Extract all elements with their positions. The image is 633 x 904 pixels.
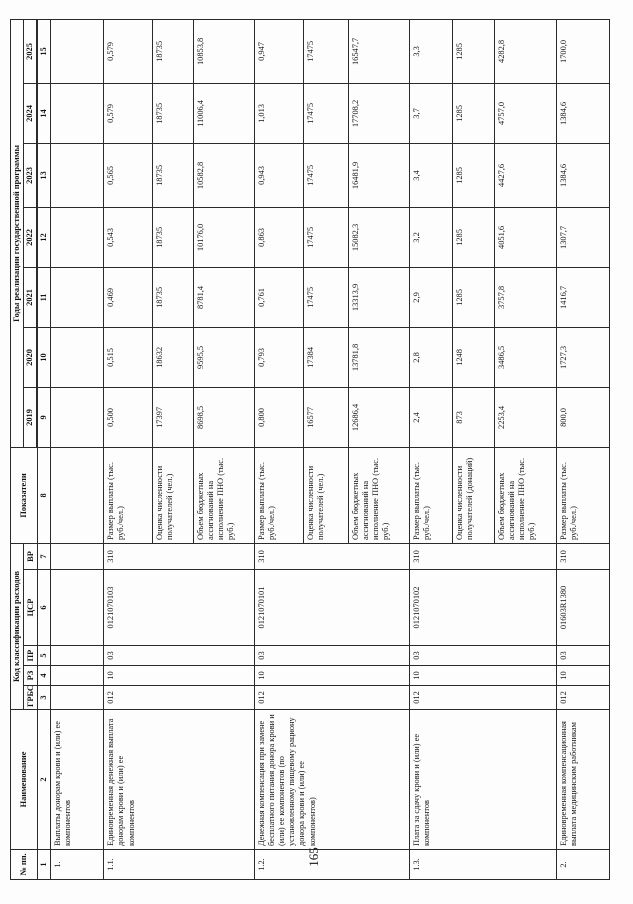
row-num: 2.	[556, 850, 609, 880]
value-cell: 0,579	[104, 19, 153, 83]
row-vr: 310	[255, 543, 410, 569]
row-rz: 10	[556, 666, 609, 686]
value-cell: 1285	[452, 19, 494, 83]
value-cell: 3,4	[410, 143, 452, 207]
value-cell: 1285	[452, 143, 494, 207]
value-cell: 1416,7	[556, 267, 609, 327]
value-cell: 18735	[153, 267, 193, 327]
value-cell: 10853,8	[193, 19, 255, 83]
header-code-group: Код классификации расходов	[11, 543, 24, 709]
value-cell: 18735	[153, 19, 193, 83]
row-grbs: 012	[410, 686, 557, 710]
row-csr: 0121070103	[104, 570, 255, 646]
indicator-label: Объем бюджетных ассигнований на исполнение ПНО (тыс. руб.)	[193, 447, 255, 543]
row-pr: 03	[556, 646, 609, 666]
value-cell: 4282,8	[495, 19, 557, 83]
value-cell: 0,863	[255, 207, 304, 267]
header-year: 2021	[24, 267, 37, 327]
value-cell: 0,943	[255, 143, 304, 207]
value-cell: 11006,4	[193, 83, 255, 143]
row-grbs: 012	[255, 686, 410, 710]
value-cell: 0,793	[255, 327, 304, 387]
header-csr: ЦСР	[24, 570, 38, 646]
value-cell: 9595,5	[193, 327, 255, 387]
program-table	[10, 19, 610, 880]
row-rz: 10	[255, 666, 410, 686]
header-year: 2023	[24, 143, 37, 207]
value-cell: 4051,6	[495, 207, 557, 267]
value-cell: 0,761	[255, 267, 304, 327]
value-cell: 873	[452, 387, 494, 447]
row-num: 1.2.	[255, 850, 410, 880]
value-cell: 3,3	[410, 19, 452, 83]
value-cell: 17475	[304, 267, 349, 327]
value-cell: 18735	[153, 143, 193, 207]
value-cell: 0,800	[255, 387, 304, 447]
indicator-label: Объем бюджетных ассигнований на исполнение ПНО (тыс. руб.)	[348, 447, 410, 543]
indicator-label: Оценка численности получателей (донаций)	[452, 447, 494, 543]
value-cell: 13313,9	[348, 267, 410, 327]
colnum: 4	[38, 666, 51, 686]
colnum: 5	[38, 646, 51, 666]
value-cell: 17708,2	[348, 83, 410, 143]
value-cell: 0,579	[104, 83, 153, 143]
value-cell: 2253,4	[495, 387, 557, 447]
colnum: 10	[38, 327, 51, 387]
value-cell: 16547,7	[348, 19, 410, 83]
indicator-label: Размер выплаты (тыс. руб./чел.)	[104, 447, 153, 543]
page-number: 165	[306, 847, 321, 867]
value-cell: 800,0	[556, 387, 609, 447]
header-vr: ВР	[24, 543, 38, 569]
value-cell: 18632	[153, 327, 193, 387]
header-years-group: Годы реализации государственной программы	[11, 19, 24, 447]
value-cell: 4427,6	[495, 143, 557, 207]
value-cell: 17475	[304, 143, 349, 207]
table-row	[255, 19, 304, 879]
row-csr: 01603R1380	[556, 570, 609, 646]
row-name: Единовременная денежная выплата донорам крови и (или) ее компонентов	[104, 710, 255, 850]
value-cell: 17397	[153, 387, 193, 447]
value-cell: 10176,0	[193, 207, 255, 267]
header-indicators: Показатели	[11, 447, 38, 543]
value-cell: 8698,5	[193, 387, 255, 447]
colnum: 1	[38, 850, 51, 880]
row-pr: 03	[104, 646, 255, 666]
row-vr: 310	[556, 543, 609, 569]
row-csr: 0121070102	[410, 570, 557, 646]
colnum: 11	[38, 267, 51, 327]
value-cell: 12686,4	[348, 387, 410, 447]
row-pr: 03	[410, 646, 557, 666]
value-cell: 3,7	[410, 83, 452, 143]
value-cell: 18735	[153, 83, 193, 143]
colnum: 8	[38, 447, 51, 543]
value-cell: 8781,4	[193, 267, 255, 327]
header-num: № пп.	[11, 850, 38, 880]
value-cell: 17475	[304, 207, 349, 267]
value-cell: 10582,8	[193, 143, 255, 207]
value-cell: 1,013	[255, 83, 304, 143]
indicator-label: Объем бюджетных ассигнований на исполнение ПНО (тыс. руб.)	[495, 447, 557, 543]
indicator-label: Размер выплаты (тыс. руб./чел.)	[410, 447, 452, 543]
row-name: Денежная компенсация при замене бесплатного питания донора крови и (или) ее компонентов (по установленному пищевому рациону донора крови и (или) ее компонентов)	[255, 710, 410, 850]
value-cell: 15082,3	[348, 207, 410, 267]
value-cell: 1700,0	[556, 19, 609, 83]
value-cell: 17475	[304, 83, 349, 143]
row-rz: 10	[410, 666, 557, 686]
value-cell: 1384,6	[556, 143, 609, 207]
value-cell: 18735	[153, 207, 193, 267]
colnum: 6	[38, 570, 51, 646]
indicator-label: Оценка численности получателей (чел.)	[304, 447, 349, 543]
value-cell: 16577	[304, 387, 349, 447]
value-cell: 0,565	[104, 143, 153, 207]
value-cell: 17475	[304, 19, 349, 83]
header-rz: РЗ	[24, 666, 38, 686]
value-cell: 0,515	[104, 327, 153, 387]
value-cell: 1248	[452, 327, 494, 387]
value-cell: 1727,3	[556, 327, 609, 387]
value-cell: 0,947	[255, 19, 304, 83]
row-csr: 0121070101	[255, 570, 410, 646]
value-cell: 2,9	[410, 267, 452, 327]
rotated-table-container	[10, 20, 610, 880]
value-cell: 3,2	[410, 207, 452, 267]
value-cell: 17384	[304, 327, 349, 387]
value-cell: 16481,9	[348, 143, 410, 207]
value-cell: 1285	[452, 207, 494, 267]
value-cell: 1307,7	[556, 207, 609, 267]
value-cell: 1285	[452, 267, 494, 327]
indicator-label: Размер выплаты (тыс. руб./чел.)	[556, 447, 609, 543]
header-year: 2025	[24, 19, 37, 83]
row-num: 1.1.	[104, 850, 255, 880]
colnum: 15	[38, 19, 51, 83]
row-grbs: 012	[104, 686, 255, 710]
row-num: 1.3.	[410, 850, 557, 880]
value-cell: 1384,6	[556, 83, 609, 143]
colnum: 7	[38, 543, 51, 569]
row-vr: 310	[410, 543, 557, 569]
indicator-label: Оценка численности получателей (чел.)	[153, 447, 193, 543]
row-name: Выплаты донорам крови и (или) ее компонентов	[51, 710, 104, 850]
value-cell: 0,500	[104, 387, 153, 447]
colnum: 13	[38, 143, 51, 207]
row-vr: 310	[104, 543, 255, 569]
header-year: 2022	[24, 207, 37, 267]
table-row	[410, 19, 452, 879]
value-cell: 2,8	[410, 327, 452, 387]
indicator-label: Размер выплаты (тыс. руб./чел.)	[255, 447, 304, 543]
table-row	[104, 19, 153, 879]
value-cell: 4757,0	[495, 83, 557, 143]
header-year: 2019	[24, 387, 37, 447]
colnum: 12	[38, 207, 51, 267]
value-cell: 3757,8	[495, 267, 557, 327]
colnum: 2	[38, 710, 51, 850]
value-cell: 0,543	[104, 207, 153, 267]
header-pr: ПР	[24, 646, 38, 666]
value-cell: 13781,8	[348, 327, 410, 387]
row-pr: 03	[255, 646, 410, 666]
value-cell: 2,4	[410, 387, 452, 447]
row-rz: 10	[104, 666, 255, 686]
value-cell: 0,469	[104, 267, 153, 327]
row-name: Единовременная компенсационная выплата медицинским работникам	[556, 710, 609, 850]
colnum: 9	[38, 387, 51, 447]
header-year: 2024	[24, 83, 37, 143]
value-cell: 1285	[452, 83, 494, 143]
row-num: 1.	[51, 850, 104, 880]
header-grbs: ГРБС	[24, 686, 38, 710]
colnum: 14	[38, 83, 51, 143]
header-name: Наименование	[11, 710, 38, 850]
colnum: 3	[38, 686, 51, 710]
value-cell: 3486,5	[495, 327, 557, 387]
row-name: Плата за сдачу крови и (или) ее компонентов	[410, 710, 557, 850]
row-grbs: 012	[556, 686, 609, 710]
table-row	[556, 19, 609, 879]
header-year: 2020	[24, 327, 37, 387]
table-row	[51, 19, 104, 879]
